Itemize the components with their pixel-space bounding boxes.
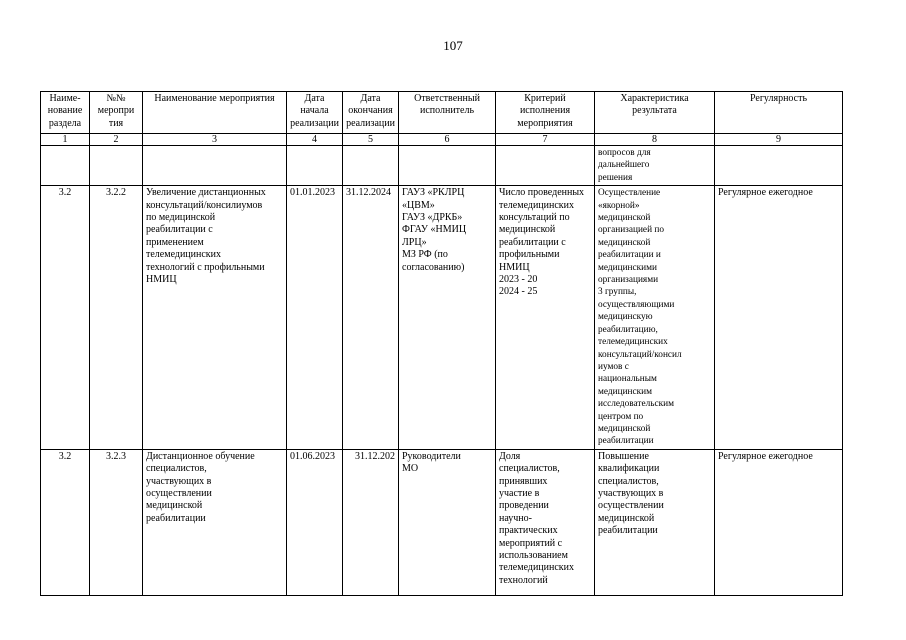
executor-cell: Руководители МО	[399, 449, 496, 595]
criterion-cell: Доля специалистов, принявших участие в проведении научно- практических мероприятий с использованием телемедицинских технологий	[496, 449, 595, 595]
regularity-cell: Регулярное ежегодное	[715, 186, 843, 450]
section-cell: 3.2	[41, 449, 90, 595]
activity-plan-table	[40, 91, 843, 596]
column-number: 2	[90, 134, 143, 146]
column-number: 9	[715, 134, 843, 146]
header-result: Характеристика результата	[595, 92, 715, 134]
header-activity-name: Наименование мероприятия	[143, 92, 287, 134]
column-number: 5	[343, 134, 399, 146]
section-cell: 3.2	[41, 186, 90, 450]
result-cell: Осуществление «якорной» медицинской организацией по медицинской реабилитации и медицинскими организациями 3 группы, осуществляющими медицинскую реабилитацию, телемедицинских консультаций/консил иумов с национальным медицинским исследовательским центром по медицинской реабилитации	[595, 186, 715, 450]
table-row	[41, 449, 843, 595]
result-cell: Повышение квалификации специалистов, участвующих в осуществлении медицинской реабилитации	[595, 449, 715, 595]
end-date-cell: 31.12.202	[343, 449, 399, 595]
header-row	[41, 92, 843, 134]
column-number: 6	[399, 134, 496, 146]
header-end-date: Дата окончания реализации	[343, 92, 399, 134]
header-regularity: Регулярность	[715, 92, 843, 134]
continuation-row	[41, 146, 843, 186]
criterion-cell: Число проведенных телемедицинских консультаций по медицинской реабилитации с профильными НМИЦ 2023 - 20 2024 - 25	[496, 186, 595, 450]
header-section: Наиме- нование раздела	[41, 92, 90, 134]
column-number: 8	[595, 134, 715, 146]
column-number: 4	[287, 134, 343, 146]
executor-cell: ГАУЗ «РКЛРЦ «ЦВМ» ГАУЗ «ДРКБ» ФГАУ «НМИЦ ЛРЦ» МЗ РФ (по согласованию)	[399, 186, 496, 450]
activity-name-cell: Дистанционное обучение специалистов, участвующих в осуществлении медицинской реабилитации	[143, 449, 287, 595]
regularity-cell: Регулярное ежегодное	[715, 449, 843, 595]
header-executor: Ответственный исполнитель	[399, 92, 496, 134]
activity-number-cell: 3.2.3	[90, 449, 143, 595]
activity-name-cell: Увеличение дистанционных консультаций/консилиумов по медицинской реабилитации с применением телемедицинских технологий с профильными НМИЦ	[143, 186, 287, 450]
column-number: 7	[496, 134, 595, 146]
result-cell: вопросов для дальнейшего решения	[595, 146, 715, 186]
header-start-date: Дата начала реализации	[287, 92, 343, 134]
end-date-cell: 31.12.2024	[343, 186, 399, 450]
column-number: 1	[41, 134, 90, 146]
header-activity-number: №№ меропри тия	[90, 92, 143, 134]
start-date-cell: 01.01.2023	[287, 186, 343, 450]
start-date-cell: 01.06.2023	[287, 449, 343, 595]
activity-number-cell: 3.2.2	[90, 186, 143, 450]
page-number: 107	[443, 38, 463, 53]
table-row	[41, 186, 843, 450]
column-number: 3	[143, 134, 287, 146]
column-numbers-row	[41, 134, 843, 146]
header-criterion: Критерий исполнения мероприятия	[496, 92, 595, 134]
